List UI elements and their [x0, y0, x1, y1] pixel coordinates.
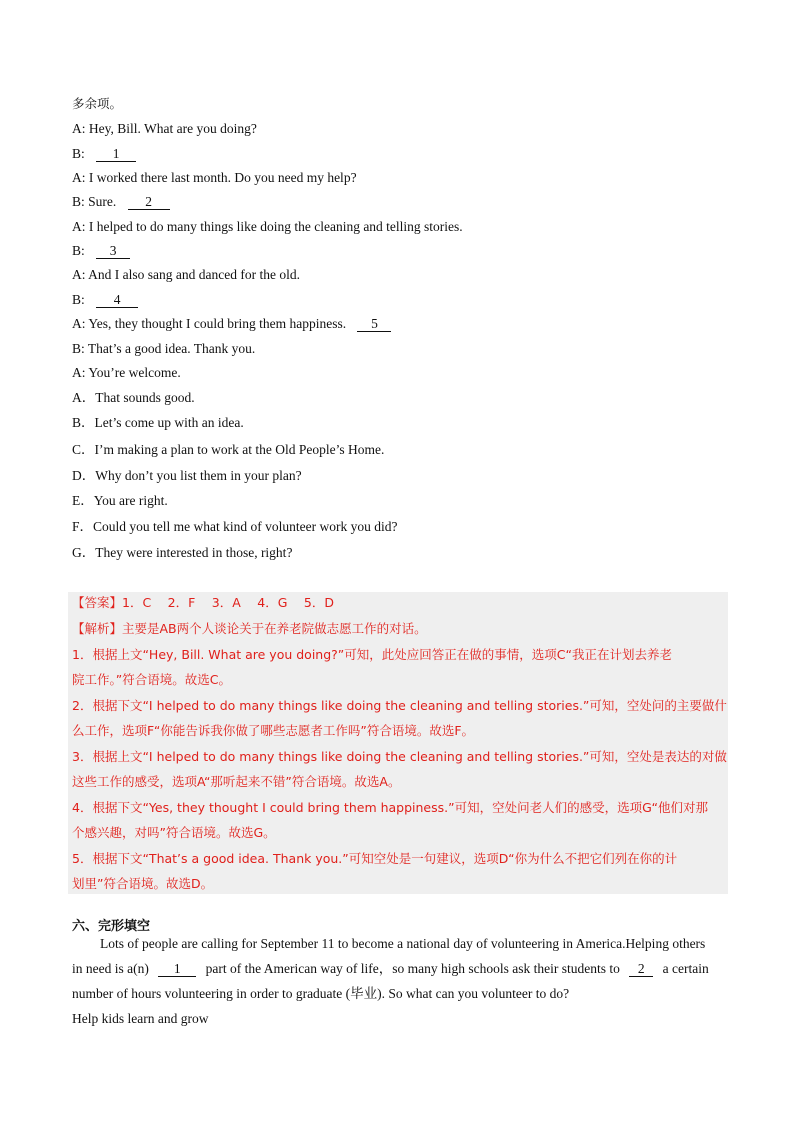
explanation-line: 划里”符合语境。故选D。	[72, 876, 214, 891]
speaker-label: B:	[72, 292, 85, 307]
answer-blank: 2	[128, 194, 170, 210]
dialogue-line: A: I worked there last month. Do you need my help?	[72, 170, 357, 185]
explanation-line: 1．根据上文“Hey, Bill. What are you doing?”可知，此处应回答正在做的事情，选项C“我正在计划去养老	[72, 647, 672, 662]
analysis-intro: 【解析】主要是AB两个人谈论关于在养老院做志愿工作的对话。	[72, 621, 427, 636]
dialogue-line	[72, 315, 391, 333]
cloze-paragraph-line: Lots of people are calling for September 11 to become a national day of volunteering in America.Helping others	[100, 936, 706, 951]
explanation-line: 个感兴趣，对吗”符合语境。故选G。	[72, 825, 276, 840]
dialogue-line: A: You’re welcome.	[72, 365, 181, 380]
explanation-line: 么工作，选项F“你能告诉我你做了哪些志愿者工作吗”符合语境。故选F。	[72, 723, 475, 738]
option-item: F．Could you tell me what kind of volunteer work you did?	[72, 519, 398, 534]
dialogue-line	[72, 145, 136, 163]
option-item: G．They were interested in those, right?	[72, 545, 293, 560]
option-item: D．Why don’t you list them in your plan?	[72, 468, 302, 483]
cloze-blank: 2	[629, 961, 653, 977]
explanation-line: 院工作。”符合语境。故选C。	[72, 672, 231, 687]
answer-key: 【答案】1．C 2．F 3．A 4．G 5．D	[72, 595, 334, 610]
intro-text: 多余项。	[72, 96, 123, 111]
option-item: B．Let’s come up with an idea.	[72, 415, 244, 430]
option-item: C．I’m making a plan to work at the Old People’s Home.	[72, 442, 385, 457]
dialogue-line: B: That’s a good idea. Thank you.	[72, 341, 256, 356]
cloze-paragraph-line	[72, 960, 709, 978]
answer-blank: 5	[357, 316, 391, 332]
cloze-text: a certain	[662, 961, 709, 976]
dialogue-line: A: Hey, Bill. What are you doing?	[72, 121, 257, 136]
dialogue-line	[72, 242, 130, 260]
answer-blank: 1	[96, 146, 136, 162]
cloze-text: part of the American way of life，so many high schools ask their students to	[205, 961, 620, 976]
speaker-label: B:	[72, 146, 85, 161]
answer-blank: 4	[96, 292, 138, 308]
speaker-label: B:	[72, 243, 85, 258]
cloze-blank: 1	[158, 961, 196, 977]
explanation-line: 2．根据下文“I helped to do many things like doing the cleaning and telling stories.”可知，空处问的主要做什	[72, 698, 727, 713]
speaker-label: B: Sure.	[72, 194, 117, 209]
section-title: 六、完形填空	[72, 919, 151, 934]
explanation-line: 3．根据上文“I helped to do many things like doing the cleaning and telling stories.”可知，空处是表达的对做	[72, 749, 727, 764]
cloze-paragraph-line: number of hours volunteering in order to graduate (毕业). So what can you volunteer to do?	[72, 986, 570, 1001]
dialogue-line: A: I helped to do many things like doing the cleaning and telling stories.	[72, 219, 463, 234]
answer-blank: 3	[96, 243, 130, 259]
explanation-line: 5．根据下文“That’s a good idea. Thank you.”可知空处是一句建议，选项D“你为什么不把它们列在你的计	[72, 851, 678, 866]
answer-analysis-box	[68, 592, 728, 894]
dialogue-line	[72, 291, 138, 309]
cloze-text: in need is a(n)	[72, 961, 149, 976]
option-item: E．You are right.	[72, 493, 168, 508]
dialogue-line: A: And I also sang and danced for the old.	[72, 267, 300, 282]
dialogue-line	[72, 193, 170, 211]
explanation-line: 这些工作的感受，选项A“那听起来不错”符合语境。故选A。	[72, 774, 401, 789]
explanation-line: 4．根据下文“Yes, they thought I could bring them happiness.”可知，空处问老人们的感受，选项G“他们对那	[72, 800, 708, 815]
cloze-subheading: Help kids learn and grow	[72, 1011, 209, 1026]
option-item: A．That sounds good.	[72, 390, 195, 405]
speaker-label: A: Yes, they thought I could bring them happiness.	[72, 316, 347, 331]
